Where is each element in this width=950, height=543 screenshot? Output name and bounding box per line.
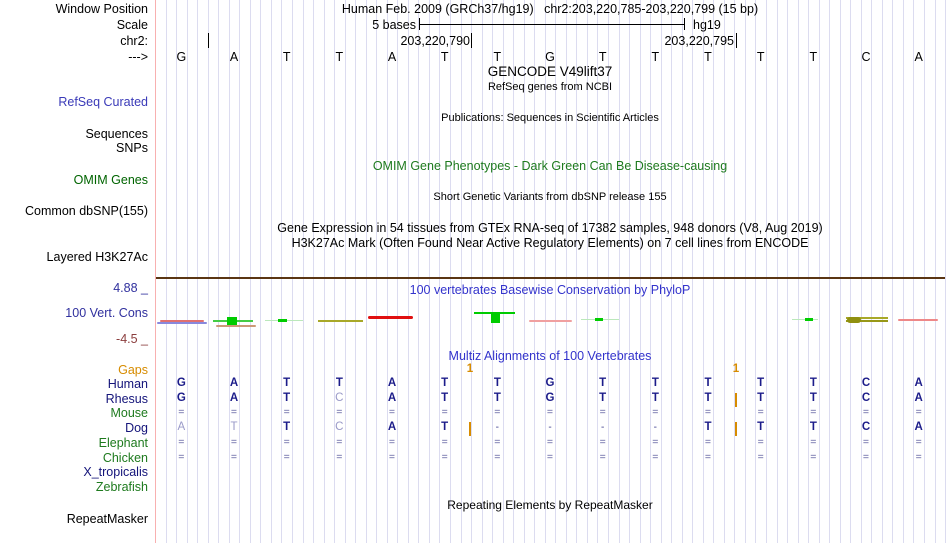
alignment-cell: = [546,406,554,418]
dbsnp-track-title[interactable]: Short Genetic Variants from dbSNP release 155 [433,191,667,203]
species-label-x_tropicalis[interactable]: X_tropicalis [83,465,148,479]
ruler-tick-1 [208,33,209,48]
alignment-cell: T [441,377,449,389]
alignment-cell: = [810,406,817,418]
species-label-rhesus[interactable]: Rhesus [105,392,148,406]
ruler-pos-left: 203,220,790 [400,34,470,48]
repeatmasker-label[interactable]: RepeatMasker [66,512,148,526]
species-label-human[interactable]: Human [107,377,148,391]
alignment-cell: A [177,421,186,433]
alignment-cell: = [178,406,185,418]
alignment-cell: C [335,392,344,404]
alignment-cell: C [861,421,871,433]
alignment-cell: = [915,436,922,448]
alignment-cell: = [336,436,343,448]
alignment-cell: A [387,421,397,433]
sequence-base: T [704,50,712,64]
alignment-cell: = [336,406,343,418]
alignment-cell: = [599,436,606,448]
phylop-segment [368,316,413,319]
alignment-cell: = [915,451,922,463]
sequence-base: T [493,50,502,64]
alignment-cell: G [176,392,186,404]
phylop-segment [847,317,861,323]
phylop-track-title[interactable]: 100 vertebrates Basewise Conservation by PhyloP [409,283,691,297]
alignment-cell: = [704,406,712,418]
h3k27ac-track-title[interactable]: H3K27Ac Mark (Often Found Near Active Regulatory Elements) on 7 cell lines from ENCODE [291,236,809,250]
phylop-segment [216,325,256,327]
alignment-cell: T [651,392,659,404]
alignment-cell: = [599,406,606,418]
sequence-base: C [861,50,871,64]
h3k27ac-baseline [156,277,945,279]
alignment-cell: G [545,377,555,389]
alignment-cell: = [704,436,712,448]
alignment-cell: T [704,392,712,404]
alignment-cell: T [493,392,501,404]
alignment-cell: T [441,421,449,433]
sequence-base: T [651,50,660,64]
sequence-base: G [545,50,555,64]
species-label-chicken[interactable]: Chicken [102,451,148,465]
alignment-cell: = [546,451,554,463]
scale-bar [419,24,685,25]
phylop-segment [278,319,287,322]
alignment-cell: = [757,451,764,463]
sequence-base: A [229,50,239,64]
gridline [945,0,946,543]
sequence-base: T [282,50,291,64]
alignment-cell: T [757,377,765,389]
alignment-cell: = [757,406,764,418]
alignment-cell: = [441,451,448,463]
dbsnp-label[interactable]: Common dbSNP(155) [25,204,148,218]
alignment-cell: - [495,422,499,433]
phylop-segment [491,312,500,323]
species-label-zebrafish[interactable]: Zebrafish [95,480,148,494]
species-label-mouse[interactable]: Mouse [110,406,148,420]
alignment-cell: T [757,392,765,404]
window-title: Human Feb. 2009 (GRCh37/hg19) chr2:203,220,785-203,220,799 (15 bp) [341,2,759,16]
assembly-label: hg19 [693,18,721,32]
insertion-count: 1 [466,363,474,375]
scale-bar-left-tick [419,18,420,30]
alignment-cell: T [283,392,291,404]
alignment-cell: A [229,377,239,389]
sequence-base: A [387,50,397,64]
phylop-min-value: -4.5 _ [116,332,148,346]
alignment-cell: A [914,421,923,433]
chromosome-label: chr2: [120,34,148,48]
alignment-cell: = [388,406,396,418]
alignment-cell: T [704,377,712,389]
alignment-cell: = [283,406,290,418]
species-label-dog[interactable]: Dog [125,421,148,435]
alignment-cell: T [283,377,291,389]
alignment-cell: = [915,406,922,418]
gaps-row-label[interactable]: Gaps [118,363,148,377]
multiz-track-title[interactable]: Multiz Alignments of 100 Vertebrates [448,349,652,363]
alignment-cell: = [441,406,448,418]
alignment-cell: C [335,421,344,433]
layered-h3k27ac-label[interactable]: Layered H3K27Ac [46,250,148,264]
repeatmasker-track-title[interactable]: Repeating Elements by RepeatMasker [447,498,653,512]
insertion-bar [469,422,471,436]
phylop-segment [805,318,813,321]
alignment-cell: T [757,421,765,433]
sequence-base: T [809,50,818,64]
alignment-cell: A [229,392,239,404]
alignment-cell: = [862,451,870,463]
alignment-cell: = [494,451,501,463]
alignment-cell: = [283,436,290,448]
alignment-cell: = [178,451,185,463]
alignment-cell: G [545,392,555,404]
alignment-cell: T [809,421,817,433]
alignment-cell: = [230,436,238,448]
gencode-track-title[interactable]: GENCODE V49lift37 [487,64,613,79]
refseq-track-title[interactable]: RefSeq genes from NCBI [487,81,613,93]
alignment-cell: A [387,392,397,404]
phylop-segment [227,317,237,325]
alignment-cell: = [810,451,817,463]
sequence-base: T [756,50,765,64]
alignment-cell: = [757,436,764,448]
sequence-base: T [335,50,344,64]
alignment-cell: = [388,451,396,463]
sequence-base: T [440,50,449,64]
scale-bar-right-tick [684,18,685,30]
refseq-curated-label[interactable]: RefSeq Curated [58,95,148,109]
alignment-cell: = [494,406,501,418]
alignment-cell: = [336,451,343,463]
alignment-cell: T [809,377,817,389]
alignment-cell: T [599,377,607,389]
alignment-cell: T [809,392,817,404]
phylop-max-value: 4.88 _ [113,281,148,295]
publications-track-title[interactable]: Publications: Sequences in Scientific Articles [441,112,659,124]
sequence-base: A [914,50,923,64]
window-position-label: Window Position [55,2,148,16]
alignment-cell: - [600,422,605,433]
alignment-cell: = [810,436,817,448]
phylop-segment [898,319,938,321]
alignment-cell: = [178,436,185,448]
phylop-segment [157,322,207,324]
ruler-tick-2 [471,33,472,48]
alignment-cell: = [441,436,448,448]
alignment-cell: T [335,377,343,389]
vert-cons-label[interactable]: 100 Vert. Cons [65,306,148,320]
alignment-cell: T [283,421,291,433]
sequences-label[interactable]: Sequences [85,127,148,141]
alignment-cell: = [862,436,870,448]
snps-label[interactable]: SNPs [116,141,148,155]
alignment-cell: = [388,436,396,448]
omim-track-title[interactable]: OMIM Gene Phenotypes - Dark Green Can Be Disease-causing [372,159,728,173]
phylop-segment [160,320,204,322]
alignment-cell: T [441,392,449,404]
alignment-cell: = [230,406,238,418]
alignment-cell: = [230,451,238,463]
sequence-base: G [176,50,187,64]
alignment-cell: = [599,451,606,463]
alignment-cell: - [653,422,657,433]
strand-arrow: ---> [128,50,148,64]
sequence-base: T [598,50,607,64]
alignment-cell: = [652,436,659,448]
scale-value: 5 bases [372,18,416,32]
phylop-segment [529,320,572,322]
species-label-elephant[interactable]: Elephant [98,436,148,450]
alignment-cell: T [230,421,238,433]
gtex-track-title[interactable]: Gene Expression in 54 tissues from GTEx RNA-seq of 17382 samples, 948 donors (V8, Aug 2019) [277,221,823,235]
alignment-cell: C [861,377,871,389]
alignment-cell: T [704,421,712,433]
insertion-bar [735,422,737,436]
alignment-cell: = [494,436,501,448]
alignment-cell: = [862,406,870,418]
ruler-tick-3 [736,33,737,48]
alignment-cell: C [861,392,871,404]
ruler-pos-right: 203,220,795 [664,34,734,48]
alignment-cell: = [652,406,659,418]
alignment-cell: A [914,392,923,404]
alignment-cell: - [548,422,552,433]
insertion-count: 1 [732,363,740,375]
alignment-cell: = [283,451,290,463]
alignment-cell: A [387,377,397,389]
scale-label: Scale [116,18,148,32]
alignment-cell: T [493,377,501,389]
alignment-cell: G [176,377,186,389]
insertion-bar [735,393,737,407]
alignment-cell: = [546,436,554,448]
alignment-cell: T [599,392,607,404]
phylop-segment [595,318,603,321]
alignment-cell: = [704,451,712,463]
omim-genes-label[interactable]: OMIM Genes [73,173,148,187]
alignment-cell: = [652,451,659,463]
alignment-cell: T [651,377,659,389]
alignment-cell: A [914,377,923,389]
phylop-segment [318,320,363,322]
